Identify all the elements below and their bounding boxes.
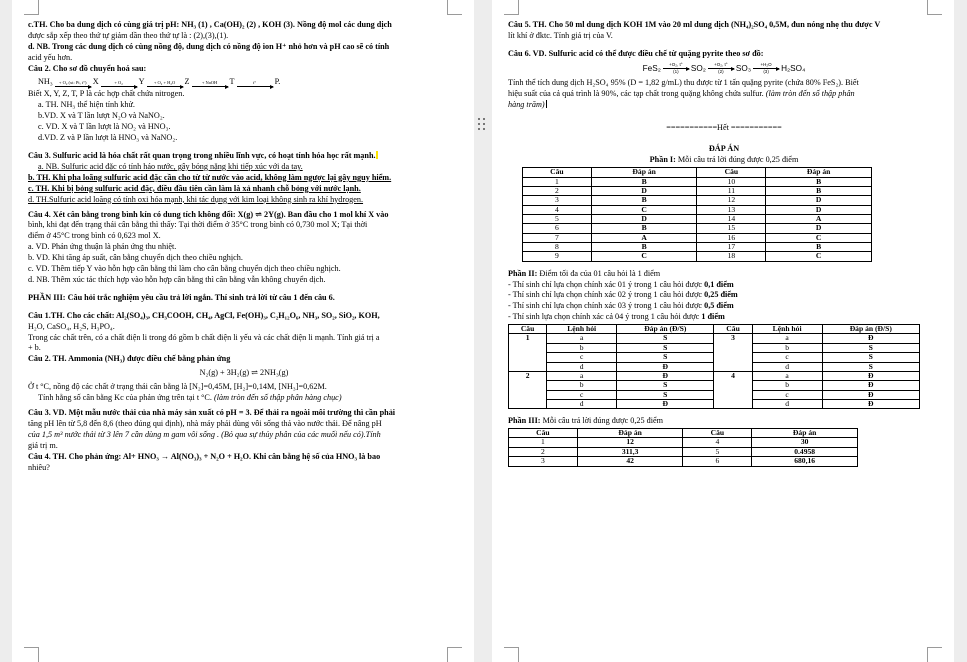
chain-arrow bbox=[708, 63, 734, 75]
q6-line-text: hiệu suất của cả quá trình là 90%, các tạp chất trong quặng không chứa sulfur. bbox=[508, 88, 764, 98]
column-header: Đáp án bbox=[577, 429, 683, 438]
chain-product: SO₃ bbox=[735, 63, 752, 73]
column-header: Đáp án (Đ/S) bbox=[617, 325, 714, 334]
pyrite-chain bbox=[508, 63, 940, 75]
crop-mark bbox=[927, 0, 942, 15]
conversion-chain bbox=[28, 77, 460, 88]
table-header-row bbox=[509, 325, 920, 334]
column-header: Đáp án bbox=[752, 429, 858, 438]
part2-answer-table bbox=[508, 324, 920, 409]
text-cursor bbox=[546, 100, 547, 108]
question-number-cell: 17 bbox=[697, 242, 766, 251]
table-row bbox=[509, 371, 920, 380]
q2-option: b.VD. X và T lần lượt N₂O và NaNO₂. bbox=[38, 111, 165, 121]
q4-option: a. VD. Phản ứng thuận là phản ứng thu nhiệt. bbox=[28, 242, 177, 252]
chain-arrow bbox=[192, 81, 228, 88]
answer-cell: D bbox=[766, 205, 872, 214]
answer-cell: D bbox=[766, 224, 872, 233]
part2-heading bbox=[508, 269, 940, 280]
q6-note: (làm tròn đến số thập phân bbox=[765, 88, 855, 98]
question-number-cell: 3 bbox=[714, 334, 752, 371]
question-number-cell: 7 bbox=[523, 233, 592, 242]
p3q1-line: H₂O, CaSO₄, H₂S, H₃PO₄. bbox=[28, 321, 115, 331]
chain-product: SO₂ bbox=[690, 63, 706, 73]
question-number-cell: 13 bbox=[697, 205, 766, 214]
question-number-cell: 4 bbox=[714, 371, 752, 408]
q6-line bbox=[508, 100, 940, 111]
scoring-rule bbox=[508, 312, 940, 323]
scoring-rule-text: - Thí sinh chỉ lựa chọn chính xác 01 ý trong 1 câu hỏi được bbox=[508, 279, 705, 289]
chain-arrow-step: (3) bbox=[763, 69, 769, 75]
crop-mark bbox=[504, 0, 519, 15]
question-number-cell: 9 bbox=[523, 252, 592, 261]
crop-mark bbox=[504, 647, 519, 662]
question-number-cell: 4 bbox=[683, 438, 752, 447]
text-cursor-highlight bbox=[376, 151, 378, 159]
crop-mark bbox=[447, 0, 462, 15]
chain-start: NH₃ bbox=[38, 76, 53, 86]
answer-cell: 680,16 bbox=[752, 457, 858, 466]
answer-cell: A bbox=[591, 233, 697, 242]
question-number-cell: 2 bbox=[509, 371, 547, 408]
answer-cell: C bbox=[766, 233, 872, 242]
q3-title bbox=[28, 151, 460, 162]
statement-cell: b bbox=[752, 381, 822, 390]
chain-arrow-label: + O₂ (xt: Pt, t°) bbox=[58, 79, 87, 85]
column-header: Câu bbox=[714, 325, 752, 334]
answer-cell: 311,3 bbox=[577, 447, 683, 456]
table-row bbox=[523, 196, 872, 205]
q6-line: Tính thể tích dung dịch H₂SO₄ 95% (D = 1,82 g/mL) thu được từ 1 tấn quặng pyrite (chứa 80% FeS₂). Biết bbox=[508, 77, 859, 87]
answer-cell: S bbox=[617, 381, 714, 390]
scoring-rule bbox=[508, 301, 940, 312]
question-number-cell: 14 bbox=[697, 214, 766, 223]
answer-cell: B bbox=[591, 242, 697, 251]
answer-cell: Đ bbox=[822, 371, 919, 380]
question-number-cell: 15 bbox=[697, 224, 766, 233]
chain-arrow-label: +O₂, t° bbox=[714, 61, 728, 67]
question-number-cell: 5 bbox=[683, 447, 752, 456]
p3q2-equation: N₂(g) + 3H₂(g) ⇌ 2NH₃(g) bbox=[199, 368, 289, 378]
answer-cell: S bbox=[617, 390, 714, 399]
p3q1-line: + b. bbox=[28, 343, 41, 353]
column-header: Đáp án (Đ/S) bbox=[822, 325, 919, 334]
crop-mark bbox=[24, 0, 39, 15]
column-header: Lệnh hỏi bbox=[547, 325, 617, 334]
q2-option: d.VD. Z và P lần lượt là HNO₃ và NaNO₂. bbox=[38, 133, 178, 143]
table-row bbox=[523, 205, 872, 214]
p3q2-note: (làm tròn đến số thập phân hàng chục) bbox=[213, 393, 342, 403]
question-number-cell: 1 bbox=[523, 177, 592, 186]
chain-arrow bbox=[55, 81, 91, 88]
question-number-cell: 6 bbox=[683, 457, 752, 466]
part1-heading bbox=[508, 155, 940, 166]
answer-cell: Đ bbox=[617, 399, 714, 408]
question-number-cell: 6 bbox=[523, 224, 592, 233]
statement-cell: c bbox=[752, 390, 822, 399]
chain-product: Y bbox=[138, 76, 145, 86]
chain-arrow-label: + O₂ bbox=[114, 79, 123, 85]
chain-start: FeS₂ bbox=[642, 63, 661, 73]
chain-arrow-label: + O₂ + H₂O bbox=[153, 79, 176, 85]
answer-cell: Đ bbox=[822, 334, 919, 343]
question-number-cell: 16 bbox=[697, 233, 766, 242]
left-page-content bbox=[28, 20, 460, 473]
q1c-line: được sắp xếp theo thứ tự giảm dần theo thứ tự là : (2),(3),(1). bbox=[28, 30, 229, 40]
scoring-rule bbox=[508, 280, 940, 291]
statement-cell: a bbox=[752, 334, 822, 343]
part2-rules bbox=[508, 280, 940, 324]
crop-mark bbox=[24, 647, 39, 662]
chain-arrow-label: +O₂, t° bbox=[669, 61, 683, 67]
answer-cell: A bbox=[766, 214, 872, 223]
scoring-rule-text: - Thí sinh lựa chọn chính xác cả 04 ý trong 1 câu hỏi được bbox=[508, 312, 702, 322]
column-header: Đáp án bbox=[591, 168, 697, 177]
question-number-cell: 1 bbox=[509, 334, 547, 371]
statement-cell: c bbox=[547, 390, 617, 399]
question-number-cell: 3 bbox=[509, 457, 578, 466]
column-header: Câu bbox=[697, 168, 766, 177]
chain-product: T bbox=[229, 76, 235, 86]
p3q2-line-text: Tính hằng số cân bằng Kc của phản ứng trên tại t °C. bbox=[38, 393, 212, 403]
chain-product: Z bbox=[184, 76, 190, 86]
q1c-line: c.TH. Cho ba dung dịch có cùng giá trị pH: NH₃ (1) , Ca(OH)₂ (2) , KOH (3). Nồng độ mol các dung dịch bbox=[28, 20, 392, 29]
chain-product: P. bbox=[274, 76, 281, 86]
right-page-content bbox=[508, 20, 940, 467]
scoring-rule-text: - Thí sinh chỉ lựa chọn chính xác 02 ý trong 1 câu hỏi được bbox=[508, 290, 705, 300]
part1-title: Phần I: bbox=[649, 155, 676, 165]
q2-option: c. VD. X và T lần lượt là NO₂ và HNO₃. bbox=[38, 122, 171, 132]
question-number-cell: 4 bbox=[523, 205, 592, 214]
chain-product: X bbox=[92, 76, 99, 86]
end-marker: ===========Hết =========== bbox=[666, 123, 782, 133]
chain-arrow bbox=[101, 81, 137, 88]
question-number-cell: 8 bbox=[523, 242, 592, 251]
question-number-cell: 3 bbox=[523, 196, 592, 205]
q4-line: bình, khi đạt đến trạng thái cân bằng thì thấy: Tại thời điểm ở 35°C trong bình có 0,730 mol X; Tại thời bbox=[28, 220, 368, 230]
q2-option: a. TH. NH₃ thể hiện tính khử. bbox=[38, 100, 135, 110]
statement-cell: a bbox=[547, 371, 617, 380]
answer-cell: B bbox=[591, 224, 697, 233]
column-header: Đáp án bbox=[766, 168, 872, 177]
table-row bbox=[509, 334, 920, 343]
table-header-row bbox=[523, 168, 872, 177]
question-number-cell: 2 bbox=[523, 186, 592, 195]
q3-option: a. NB. Sulfuric acid đặc có tính háo nước, gây bỏng nặng khi tiếp xúc với da tay. bbox=[38, 161, 303, 171]
answer-cell: D bbox=[766, 196, 872, 205]
chain-arrow-step: (1) bbox=[673, 69, 679, 75]
answer-cell: C bbox=[591, 252, 697, 261]
question-number-cell: 2 bbox=[509, 447, 578, 456]
statement-cell: b bbox=[752, 343, 822, 352]
answer-cell: Đ bbox=[822, 399, 919, 408]
q4-option: d. NB. Thêm xúc tác thích hợp vào hỗn hợp cân bằng thì cân bằng vẫn không chuyển dịch. bbox=[28, 274, 326, 284]
answer-cell: B bbox=[766, 186, 872, 195]
column-header: Câu bbox=[683, 429, 752, 438]
answer-cell: Đ bbox=[822, 390, 919, 399]
q1d-line: acid yếu hơn. bbox=[28, 52, 73, 62]
drag-handle-icon[interactable] bbox=[478, 118, 486, 136]
left-page bbox=[12, 0, 474, 662]
chain-product: H₂SO₄ bbox=[781, 63, 806, 73]
q3-option: c. TH. Khi bị bỏng sulfuric acid đặc, điều đầu tiên cần làm là xả nhanh chỗ bỏng với nước lạnh. bbox=[28, 183, 361, 193]
answer-cell: S bbox=[822, 353, 919, 362]
q4-line: Câu 4. Xét cân bằng trong bình kín có dung tích không đổi: X(g) ⇌ 2Y(g). Ban đầu cho 1 mol khí X vào bbox=[28, 209, 389, 219]
chain-arrow bbox=[237, 81, 273, 88]
statement-cell: b bbox=[547, 381, 617, 390]
p3q3-line: tăng pH lên từ 5,8 đến 8,6 (theo đúng qui định), nhà máy phải dùng vôi sống thả vào nước thải. Để nâng pH bbox=[28, 418, 382, 428]
statement-cell: a bbox=[752, 371, 822, 380]
q5-line: lít khí ở đktc. Tính giá trị của V. bbox=[508, 30, 613, 40]
scoring-rule-points: 0,1 điểm bbox=[704, 279, 734, 289]
scoring-rule-points: 0,5 điểm bbox=[704, 301, 734, 311]
part3-title: Phần III: bbox=[508, 416, 541, 426]
part2-title: Phần II: bbox=[508, 268, 538, 278]
part3-title: PHẦN III: Câu hỏi trắc nghiệm yêu cầu trả lời ngắn. Thí sinh trả lời từ câu 1 đến câu 6. bbox=[28, 292, 335, 302]
answer-cell: S bbox=[822, 362, 919, 371]
statement-cell: c bbox=[547, 353, 617, 362]
q3-option: d. TH.Sulfuric acid loãng có tính oxi hóa mạnh, khi tác dụng với kim loại không sinh ra khí hydrogen. bbox=[28, 194, 364, 204]
column-header: Lệnh hỏi bbox=[752, 325, 822, 334]
q4-option: c. VD. Thêm tiếp Y vào hỗn hợp cân bằng thì làm cho cân bằng chuyển dịch theo chiều nghịch. bbox=[28, 264, 341, 274]
answer-cell: Đ bbox=[617, 371, 714, 380]
statement-cell: d bbox=[752, 399, 822, 408]
right-page bbox=[492, 0, 954, 662]
answer-cell: B bbox=[591, 196, 697, 205]
part3-desc: Mỗi câu trả lời đúng được 0,25 điểm bbox=[540, 416, 664, 426]
q6-line bbox=[508, 89, 940, 100]
chain-arrow-step: (2) bbox=[718, 69, 724, 75]
question-number-cell: 5 bbox=[523, 214, 592, 223]
scoring-rule-points: 0,25 điểm bbox=[704, 290, 738, 300]
q3-option: b. TH. Khi pha loãng sulfuric acid đặc cần cho từ từ nước vào acid, không làm ngược lại gây nguy hiểm. bbox=[28, 172, 392, 182]
statement-cell: c bbox=[752, 353, 822, 362]
chain-arrow bbox=[753, 63, 779, 75]
q6-note-end: hàng trăm) bbox=[508, 99, 545, 109]
chain-arrow-label: + NaOH bbox=[201, 79, 218, 85]
question-number-cell: 12 bbox=[697, 196, 766, 205]
chain-arrow-label: +H₂O bbox=[760, 61, 772, 67]
answer-cell: 12 bbox=[577, 438, 683, 447]
p3q4-line: Câu 4. TH. Cho phản ứng: Al+ HNO₃ → Al(NO₃)₃ + N₂O + H₂O. Khi cân bằng hệ số của HNO₃ là bao bbox=[28, 451, 381, 461]
part2-desc: Điểm tối đa của 01 câu hỏi là 1 điểm bbox=[537, 268, 661, 278]
column-header: Câu bbox=[523, 168, 592, 177]
answers-title: ĐÁP ÁN bbox=[708, 144, 740, 154]
p3q3-line: Câu 3. VD. Một mẫu nước thải của nhà máy sản xuất có pH = 3. Để thải ra ngoài môi trường thì cần phải bbox=[28, 408, 396, 417]
q2-line: Biết X, Y, Z, T, P là các hợp chất chứa nitrogen. bbox=[28, 89, 185, 99]
q3-title-text: Câu 3. Sulfuric acid là hóa chất rất quan trọng trong nhiều lĩnh vực, có hoạt tính hóa học rất mạnh. bbox=[28, 150, 376, 160]
answer-cell: S bbox=[617, 353, 714, 362]
table-row bbox=[523, 233, 872, 242]
answer-cell: B bbox=[766, 242, 872, 251]
p3q1-line: Câu 1.TH. Cho các chất: Al₂(SO₄)₃, CH₃COOH, CH₄, AgCl, Fe(OH)₃, C₂H₁₂O₆, NH₃, SO₂, SiO₂, KOH, bbox=[28, 310, 380, 320]
answer-cell: Đ bbox=[822, 381, 919, 390]
part3-answer-table bbox=[508, 428, 858, 466]
question-number-cell: 10 bbox=[697, 177, 766, 186]
scoring-rule-text: - Thí sinh chỉ lựa chọn chính xác 03 ý trong 1 câu hỏi được bbox=[508, 301, 705, 311]
column-header: Câu bbox=[509, 325, 547, 334]
p3q3-line: giá trị m. bbox=[28, 440, 58, 450]
answer-cell: B bbox=[766, 177, 872, 186]
table-row bbox=[509, 438, 858, 447]
answer-cell: S bbox=[617, 343, 714, 352]
answer-cell: S bbox=[822, 343, 919, 352]
table-row bbox=[523, 224, 872, 233]
table-row bbox=[509, 457, 858, 466]
chain-arrow bbox=[663, 63, 689, 75]
q4-option: b. VD. Khi tăng áp suất, cân bằng chuyển dịch theo chiều nghịch. bbox=[28, 253, 243, 263]
crop-mark bbox=[927, 647, 942, 662]
statement-cell: a bbox=[547, 334, 617, 343]
part1-desc: Mỗi câu trả lời đúng được 0,25 điểm bbox=[675, 155, 799, 165]
p3q3-line: của 1,5 m³ nước thải từ 3 lên 7 cần dùng m gam vôi sống . (Bỏ qua sự thủy phân của các muối nếu có).Tính bbox=[28, 429, 381, 439]
q1d-line: d. NB. Trong các dung dịch có cùng nồng độ, dung dịch có nồng độ ion H⁺ nhỏ hơn và pH cao sẽ có tính bbox=[28, 41, 390, 51]
p3q2-line: Ở t °C, nồng độ các chất ở trạng thái cân bằng là [N₂]=0,45M, [H₂]=0,14M, [NH₃]=0,62M. bbox=[28, 382, 327, 392]
table-row bbox=[523, 177, 872, 186]
column-header: Câu bbox=[509, 429, 578, 438]
p3q4-line: nhiêu? bbox=[28, 462, 50, 472]
part3-heading bbox=[508, 416, 940, 427]
scoring-rule bbox=[508, 290, 940, 301]
answer-cell: Đ bbox=[617, 362, 714, 371]
answer-cell: C bbox=[591, 205, 697, 214]
question-number-cell: 1 bbox=[509, 438, 578, 447]
answer-cell: B bbox=[591, 177, 697, 186]
answer-cell: D bbox=[591, 214, 697, 223]
q5-line: Câu 5. TH. Cho 50 ml dung dịch KOH 1M vào 20 ml dung dịch (NH₄)₂SO₄ 0,5M, đun nóng nhẹ thu được V bbox=[508, 20, 881, 29]
p3q2-line bbox=[28, 393, 460, 404]
q2-title: Câu 2. Cho sơ đồ chuyển hoá sau: bbox=[28, 63, 147, 73]
p3q2-title: Câu 2. TH. Ammonia (NH₃) được điều chế bằng phản ứng bbox=[28, 354, 231, 364]
answer-cell: 42 bbox=[577, 457, 683, 466]
statement-cell: d bbox=[547, 362, 617, 371]
part1-answer-table bbox=[522, 167, 872, 261]
chain-arrow bbox=[147, 81, 183, 88]
answer-cell: D bbox=[591, 186, 697, 195]
answer-cell: 30 bbox=[752, 438, 858, 447]
answer-cell: 0.4958 bbox=[752, 447, 858, 456]
answer-cell: S bbox=[617, 334, 714, 343]
q6-title: Câu 6. VD. Sulfuric acid có thể được điều chế từ quặng pyrite theo sơ đồ: bbox=[508, 48, 764, 58]
statement-cell: d bbox=[752, 362, 822, 371]
p3q1-line: Trong các chất trên, có a chất điện li trong đó gồm b chất điện li yếu và các chất điện li mạnh. Tính giá trị a bbox=[28, 332, 380, 342]
question-number-cell: 18 bbox=[697, 252, 766, 261]
question-number-cell: 11 bbox=[697, 186, 766, 195]
q4-line: điểm ở 45°C trong bình có 0,623 mol X. bbox=[28, 231, 161, 241]
scoring-rule-points: 1 điểm bbox=[701, 312, 725, 322]
table-row bbox=[523, 252, 872, 261]
answer-cell: C bbox=[766, 252, 872, 261]
statement-cell: d bbox=[547, 399, 617, 408]
chain-arrow-label: t° bbox=[253, 79, 257, 85]
statement-cell: b bbox=[547, 343, 617, 352]
crop-mark bbox=[447, 647, 462, 662]
